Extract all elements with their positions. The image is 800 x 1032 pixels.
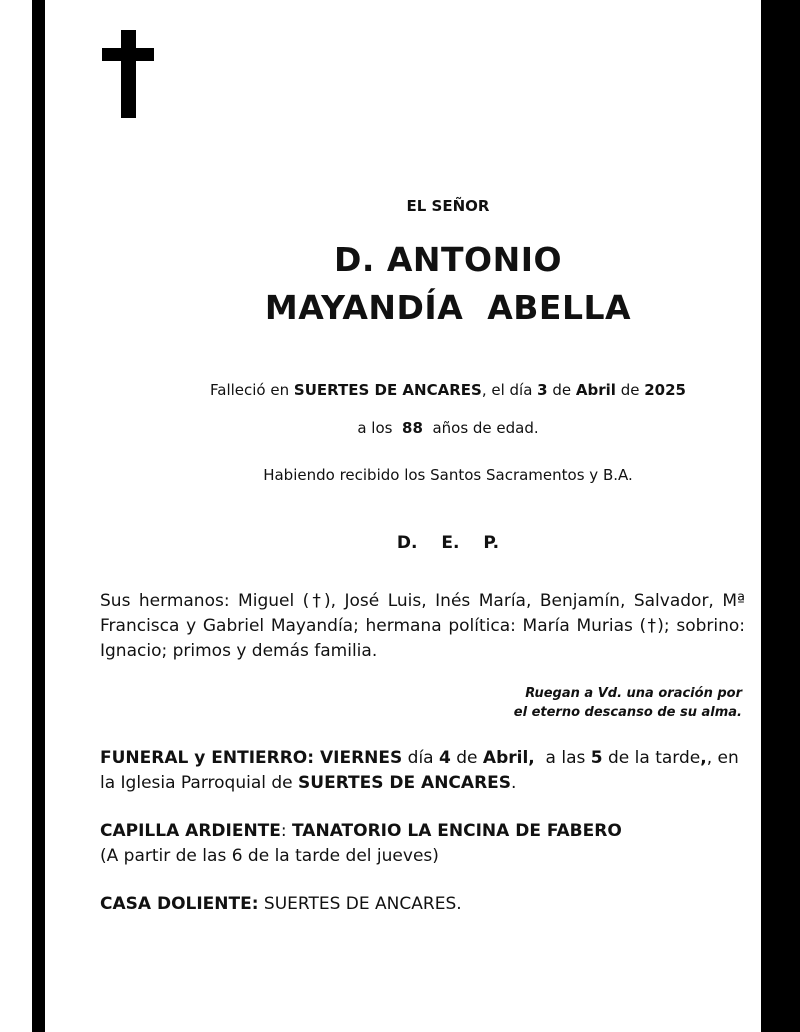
right-black-border bbox=[761, 0, 800, 1032]
dep-text: D. E. P. bbox=[396, 533, 500, 553]
capilla-info: CAPILLA ARDIENTE: TANATORIO LA ENCINA DE FABERO (A partir de las 6 de la tarde del jueves) bbox=[100, 821, 622, 866]
cross-icon bbox=[102, 30, 154, 118]
left-black-border bbox=[32, 0, 45, 1032]
sacraments-text: Habiendo recibido los Santos Sacramentos y B.A. bbox=[263, 466, 633, 484]
deceased-name-line1: D. ANTONIO bbox=[333, 240, 563, 279]
deceased-name-line2: MAYANDÍA ABELLA bbox=[264, 288, 632, 327]
death-info: Falleció en SUERTES DE ANCARES, el día 3 de Abril de 2025 bbox=[210, 381, 686, 399]
age-info: a los 88 años de edad. bbox=[357, 419, 539, 437]
funeral-info: FUNERAL y ENTIERRO: VIERNES día 4 de Abril, a las 5 de la tarde,, en la Iglesia Parroquial de SUERTES DE ANCARES. bbox=[100, 748, 745, 793]
prayer-request: Ruegan a Vd. una oración por el eterno descanso de su alma. bbox=[513, 686, 742, 720]
honorific-title: EL SEÑOR bbox=[406, 197, 490, 215]
family-text: Sus hermanos: Miguel (†), José Luis, Inés María, Benjamín, Salvador, Mª Francisca y Gabriel Mayandía; hermana política: María Murias (†); sobrino: Ignacio; primos y demás familia. bbox=[100, 591, 745, 661]
casa-doliente-info: CASA DOLIENTE: SUERTES DE ANCARES. bbox=[100, 894, 462, 914]
